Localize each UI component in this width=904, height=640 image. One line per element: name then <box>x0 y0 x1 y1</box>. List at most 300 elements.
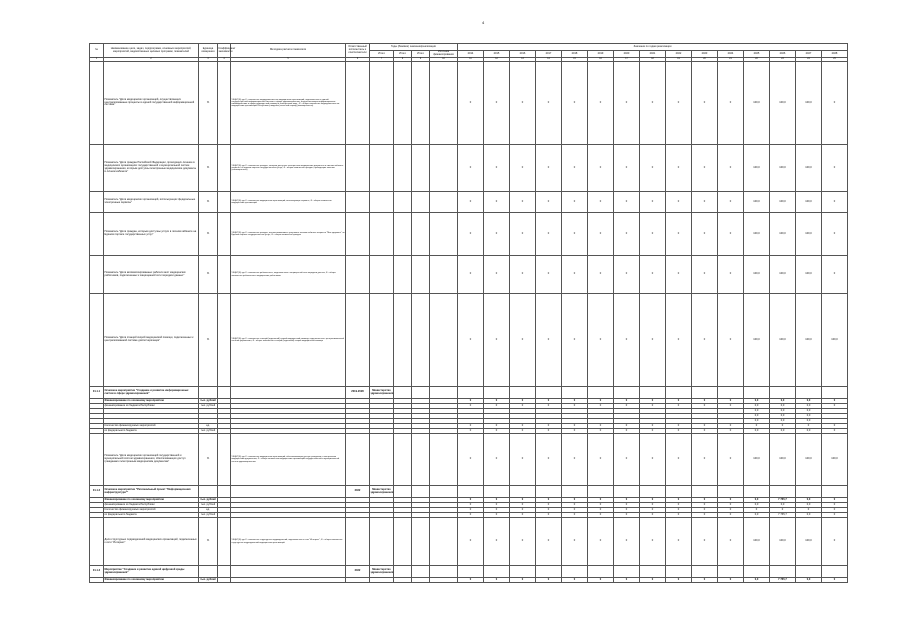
year-value: 0 <box>562 294 588 387</box>
year-value: 0 <box>614 192 640 213</box>
indicator-row <box>90 192 848 213</box>
fin-year-value: 0 <box>458 424 484 429</box>
header-year: 2022 <box>666 51 692 58</box>
section-period: 2019-2028 <box>346 387 370 399</box>
fin-year-value: 0 <box>588 399 614 404</box>
indicator-method: УКЦЕТ(Ф) где К - количество граждан, которым доступны электронные медицинские документы в личном кабинете пациента на едином портале государственных услуг; Ф - общее количество граждан, проходящих лечение (ежеквартально) <box>231 145 346 192</box>
fin-year-value: 0,0 <box>744 498 770 503</box>
fin-year-value: 0,0 <box>796 513 822 518</box>
indicator-total <box>394 294 412 387</box>
year-value: 0 <box>510 434 536 486</box>
year-value: 0 <box>484 434 510 486</box>
header-total: Итого <box>370 51 394 58</box>
section-period: 2022 <box>346 566 370 578</box>
indicator-base <box>370 145 394 192</box>
year-value: 0 <box>718 213 744 256</box>
year-value: 0 <box>536 213 562 256</box>
header-total-2: Итого <box>394 51 412 58</box>
fin-year-value: 0 <box>562 503 588 508</box>
section-year <box>536 486 562 498</box>
fin-year-value: 0 <box>562 429 588 434</box>
year-value: 0 <box>718 256 744 294</box>
section-year <box>536 387 562 399</box>
year-value: 100,0 <box>744 518 770 566</box>
year-value: 0 <box>510 192 536 213</box>
fin-year-value: 0 <box>718 503 744 508</box>
fin-year-value: 0 <box>536 498 562 503</box>
index-cell: 12 <box>484 58 510 62</box>
year-value: 0 <box>666 192 692 213</box>
indicator-base <box>370 294 394 387</box>
indicator-empty <box>412 434 430 486</box>
section-year <box>770 387 796 399</box>
fin-name: из федерального бюджета <box>104 429 199 434</box>
fin-year-value: 0 <box>458 498 484 503</box>
fin-name: Количество финансируемых мероприятий <box>104 424 199 429</box>
indicator-empty <box>430 434 458 486</box>
section-weight <box>218 566 231 578</box>
fin-year-value: 0 <box>536 513 562 518</box>
fin-year-value: 0 <box>614 503 640 508</box>
year-value: 0 <box>692 518 718 566</box>
index-cell: 3 <box>199 58 218 62</box>
year-value: 0 <box>588 213 614 256</box>
fin-year-value: 0 <box>640 404 666 409</box>
fin-year-value: 0,0 <box>770 429 796 434</box>
index-cell: 4 <box>218 58 231 62</box>
section-year <box>692 387 718 399</box>
index-cell: 11 <box>458 58 484 62</box>
year-value: 0 <box>614 434 640 486</box>
section-exec: Министерство здравоохранения <box>370 387 394 399</box>
section-year <box>666 387 692 399</box>
year-value: 0 <box>822 518 848 566</box>
year-value: 0 <box>588 62 614 145</box>
fin-empty <box>370 578 394 583</box>
fin-year-value: 0 <box>562 424 588 429</box>
header-year: 2028 <box>822 51 848 58</box>
section-year <box>666 486 692 498</box>
fin-year-value: 0 <box>614 399 640 404</box>
year-value: 100,0 <box>744 213 770 256</box>
row-num <box>90 518 104 566</box>
indicator-total <box>394 192 412 213</box>
header-year: 2024 <box>718 51 744 58</box>
fin-year-value: 0 <box>458 404 484 409</box>
fin-year-value: 0,0 <box>744 419 770 424</box>
year-value: 100,0 <box>770 145 796 192</box>
year-value: 100,0 <box>796 62 822 145</box>
fin-year-value: 0 <box>822 578 848 583</box>
fin-year-value: 0 <box>536 578 562 583</box>
fin-year-value: 0,0 <box>796 429 822 434</box>
section-row <box>90 566 848 578</box>
section-year <box>562 486 588 498</box>
indicator-unit: % <box>199 213 218 256</box>
section-year <box>484 387 510 399</box>
year-value: 100,0 <box>744 256 770 294</box>
year-value: 0 <box>458 434 484 486</box>
page-number: 4 <box>482 20 485 25</box>
indicator-method: УКЦЕТ(Ф) где К - количество рабочих мест, подключенных к защищенной сети передачи данных, Ф - общее количество рабочих мест медицинских работников <box>231 256 346 294</box>
fin-year-value: 0 <box>458 399 484 404</box>
indicator-name: Доля структурных подразделений медицинских организаций, подключенных к сети "Интернет" <box>104 518 199 566</box>
year-value: 0 <box>718 518 744 566</box>
fin-year-value: 0 <box>692 399 718 404</box>
indicator-source <box>430 62 458 145</box>
indicator-total-2 <box>412 256 430 294</box>
fin-year-value: 0 <box>484 508 510 513</box>
fin-year-value: 0 <box>562 498 588 503</box>
fin-year-value: 0 <box>536 404 562 409</box>
section-period: 2022 <box>346 486 370 498</box>
section-num: 01.1.3 <box>90 566 104 578</box>
fin-num <box>90 578 104 583</box>
fin-unit: тыс. рублей <box>200 398 216 402</box>
header-year: 2026 <box>770 51 796 58</box>
indicator-exec <box>346 294 370 387</box>
fin-year-value: 0 <box>770 508 796 513</box>
indicator-base <box>370 62 394 145</box>
fin-year-value: 0 <box>510 498 536 503</box>
fin-year-value: 0 <box>666 429 692 434</box>
section-method <box>231 486 346 498</box>
fin-year-value: 0,0 <box>744 409 770 414</box>
indicator-base <box>370 192 394 213</box>
fin-year-value: 7 765,7 <box>770 513 796 518</box>
index-cell: 25 <box>822 58 848 62</box>
header-year: 2025 <box>744 51 770 58</box>
year-value: 100,0 <box>796 192 822 213</box>
header-year: 2016 <box>510 51 536 58</box>
indicator-unit: % <box>199 294 218 387</box>
fin-year-value: 0 <box>510 508 536 513</box>
year-value: 0 <box>614 518 640 566</box>
year-value: 0 <box>666 256 692 294</box>
fin-empty <box>231 578 346 583</box>
section-empty <box>412 566 430 578</box>
indicator-name: Показатель "Доля граждан, которым доступны услуги в личном кабинете на Едином портале государственных услуг" <box>104 213 199 256</box>
year-value: 0 <box>640 294 666 387</box>
fin-year-value: 0 <box>536 424 562 429</box>
fin-year-value: 0 <box>562 404 588 409</box>
year-value: 100,0 <box>744 434 770 486</box>
fin-year-value: 0 <box>510 424 536 429</box>
indicator-weight <box>218 434 231 486</box>
header-year: 2015 <box>484 51 510 58</box>
index-cell: 8 <box>394 58 412 62</box>
year-value: 0 <box>822 62 848 145</box>
indicator-method: УКЦЕТ(Ф) где К - количество подведомственных медицинских организаций, подключенных к единой государственной информационной системе в сфере здравоохранения, осуществляющих информационное взаимодействие в сфере медицинской помощи в электронном виде ; Ф - общее количество подведомственных медицинских организаций Республики (сведения) отчетный период (ежеквартально) <box>231 62 346 145</box>
fin-year-value: 0 <box>640 513 666 518</box>
fin-year-value: 0 <box>822 424 848 429</box>
fin-empty <box>412 578 430 583</box>
section-empty <box>394 566 412 578</box>
fin-year-value: 0 <box>458 513 484 518</box>
header-source: Источник финансирования <box>430 51 458 58</box>
row-num <box>90 256 104 294</box>
header-name: Наименование цели, задач, подпрограмм, основных мероприятий, мероприятий, ведомственных целевых программ, показателей <box>104 44 199 58</box>
fin-year-value: 0 <box>718 498 744 503</box>
row-num <box>90 62 104 145</box>
year-value: 100,0 <box>770 256 796 294</box>
row-num <box>90 213 104 256</box>
year-value: 0 <box>588 256 614 294</box>
fin-year-value: 0 <box>484 424 510 429</box>
indicator-unit: % <box>199 434 218 486</box>
fin-year-value: 0 <box>484 578 510 583</box>
indicator-unit: % <box>199 62 218 145</box>
fin-unit: тыс. рублей <box>199 503 218 508</box>
year-value: 0 <box>484 62 510 145</box>
year-value: 0 <box>692 145 718 192</box>
year-value: 0 <box>640 518 666 566</box>
fin-unit: тыс. рублей <box>199 429 218 434</box>
indicator-empty <box>346 434 370 486</box>
fin-year-value: 0,0 <box>744 414 770 419</box>
section-row <box>90 387 848 399</box>
fin-name: Финансирование по основному мероприятию <box>104 498 199 503</box>
indicator-total <box>394 256 412 294</box>
fin-year-value: 0 <box>666 513 692 518</box>
fin-empty <box>218 578 231 583</box>
indicator-empty <box>370 434 394 486</box>
fin-year-value: 0,0 <box>796 498 822 503</box>
section-num: 01.1.2 <box>90 486 104 498</box>
year-value: 0 <box>510 213 536 256</box>
year-value: 0 <box>614 256 640 294</box>
year-value: 0 <box>640 213 666 256</box>
section-year <box>822 486 848 498</box>
index-cell: 19 <box>666 58 692 62</box>
indicator-total-2 <box>412 192 430 213</box>
indicator-unit: % <box>199 518 218 566</box>
indicator-row <box>90 518 848 566</box>
year-value: 0 <box>718 62 744 145</box>
fin-year-value: 0 <box>666 424 692 429</box>
year-value: 100,0 <box>796 145 822 192</box>
year-value: 0 <box>588 518 614 566</box>
section-year <box>510 387 536 399</box>
indicator-method: УКЦЕТ(Ф) где К - количество медицинских организаций, использующих сервисы, Ф - общее количество медицинских организаций <box>231 192 346 213</box>
table-header <box>90 44 848 58</box>
year-value: 0 <box>666 62 692 145</box>
row-num <box>90 192 104 213</box>
fin-year-value: 0 <box>692 503 718 508</box>
fin-year-value: 0 <box>588 404 614 409</box>
year-value: 0 <box>510 256 536 294</box>
year-value: 100,0 <box>770 294 796 387</box>
section-method <box>231 387 346 399</box>
index-cell: 1 <box>90 58 104 62</box>
indicator-total-2 <box>412 145 430 192</box>
section-empty <box>394 387 412 399</box>
indicator-weight <box>218 62 231 145</box>
indicator-name: Показатель "Доля станций скорой медицинской помощи, подключенных к централизованной системе диспетчеризации" <box>104 294 199 387</box>
table-body <box>90 58 848 583</box>
indicator-row <box>90 294 848 387</box>
indicator-method: УКЦЕТ(Ф) где К - количество медицинских организаций, обеспечивающих доступ гражданам к электронным медицинским документам, Ф - общее количество медицинских организаций государственной и муниципальной систем здравоохранения <box>231 434 346 486</box>
section-year <box>562 387 588 399</box>
index-cell: 13 <box>510 58 536 62</box>
header-year: 2027 <box>796 51 822 58</box>
year-value: 0 <box>588 294 614 387</box>
fin-year-value: 0,0 <box>770 399 796 404</box>
header-year: 2020 <box>614 51 640 58</box>
indicator-name: Показатель "Доля медицинских организаций государственной и муниципальной систем здравоохранения, обеспечивающих доступ гражданам к электронным медицинским документам" <box>104 434 199 486</box>
fin-empty <box>394 578 412 583</box>
year-value: 0 <box>718 294 744 387</box>
year-value: 100,0 <box>770 434 796 486</box>
year-value: 0 <box>640 192 666 213</box>
year-value: 0 <box>692 213 718 256</box>
section-year <box>770 486 796 498</box>
fin-year-value: 0 <box>640 508 666 513</box>
fin-name: Количество финансируемых мероприятий <box>104 508 199 513</box>
indicator-total <box>394 213 412 256</box>
year-value: 100,0 <box>744 62 770 145</box>
index-cell: 17 <box>614 58 640 62</box>
fin-year-value: 0,0 <box>770 409 796 414</box>
year-value: 0 <box>458 62 484 145</box>
year-value: 100,0 <box>796 294 822 387</box>
section-year <box>744 486 770 498</box>
section-year <box>718 566 744 578</box>
section-year <box>640 486 666 498</box>
indicator-source <box>430 294 458 387</box>
fin-year-value: 0 <box>692 424 718 429</box>
fin-year-value: 0 <box>692 498 718 503</box>
fin-year-value: 0 <box>588 424 614 429</box>
fin-year-value: 0 <box>744 508 770 513</box>
indicator-name: Показатель "Доля граждан Российской Федерации, проходящих лечение в медицинских организациях государственной и муниципальной систем здравоохранения, которым доступны электронные медицинские документы в личном кабинете" <box>104 145 199 192</box>
year-value: 0 <box>536 62 562 145</box>
section-empty <box>412 486 430 498</box>
fin-year-value: 0,0 <box>796 503 822 508</box>
year-value: 100,0 <box>770 213 796 256</box>
fin-year-value: 0 <box>484 513 510 518</box>
year-value: 0 <box>536 145 562 192</box>
year-value: 0 <box>562 434 588 486</box>
indicator-empty <box>394 434 412 486</box>
finance-row <box>90 578 848 583</box>
section-unit <box>199 566 218 578</box>
year-value: 0 <box>666 145 692 192</box>
indicator-empty <box>346 518 370 566</box>
fin-year-value: 0 <box>536 503 562 508</box>
fin-year-value: 0 <box>640 399 666 404</box>
year-value: 0 <box>536 192 562 213</box>
fin-year-value: 0 <box>614 424 640 429</box>
indicator-exec <box>346 256 370 294</box>
index-cell: 21 <box>718 58 744 62</box>
fin-unit: ед. <box>199 508 218 513</box>
fin-year-value: 0 <box>614 404 640 409</box>
fin-name: финансирование из бюджета Республики <box>104 404 199 409</box>
section-empty <box>412 387 430 399</box>
index-cell: 14 <box>536 58 562 62</box>
indicator-row <box>90 62 848 145</box>
indicator-source <box>430 256 458 294</box>
fin-year-value: 0 <box>458 429 484 434</box>
indicator-weight <box>218 518 231 566</box>
index-cell: 6 <box>346 58 370 62</box>
year-value: 0 <box>536 294 562 387</box>
fin-empty <box>346 578 370 583</box>
year-value: 0 <box>692 294 718 387</box>
index-cell: 5 <box>231 58 346 62</box>
index-cell: 20 <box>692 58 718 62</box>
fin-name: Финансирование по основному мероприятию <box>104 578 199 583</box>
indicator-method: УКЦЕТ(Ф) где К - количество станций (отделений) скорой медицинской помощи, подключенных к централизованной системе управления, Ф - общее количество станций (отделений) скорой медицинской помощи <box>231 294 346 387</box>
section-year <box>822 566 848 578</box>
year-value: 0 <box>822 213 848 256</box>
fin-year-value: 0 <box>458 578 484 583</box>
year-value: 0 <box>640 256 666 294</box>
year-value: 0 <box>484 192 510 213</box>
fin-unit: тыс. рублей <box>199 513 218 518</box>
year-value: 0 <box>484 145 510 192</box>
fin-year-value: 0 <box>718 508 744 513</box>
section-year <box>614 486 640 498</box>
indicator-weight <box>218 213 231 256</box>
fin-year-value: 7 765,7 <box>770 578 796 583</box>
index-cell: 16 <box>588 58 614 62</box>
fin-year-value: 0,0 <box>796 414 822 419</box>
year-value: 0 <box>640 434 666 486</box>
fin-year-value: 0 <box>822 508 848 513</box>
fin-year-value: 0 <box>458 508 484 513</box>
section-row <box>90 486 848 498</box>
fin-year-value: 0 <box>822 513 848 518</box>
year-value: 0 <box>458 518 484 566</box>
fin-year-value: 0 <box>666 404 692 409</box>
indicator-weight <box>218 192 231 213</box>
section-year <box>614 387 640 399</box>
section-year <box>718 486 744 498</box>
indicator-source <box>430 192 458 213</box>
year-value: 0 <box>458 192 484 213</box>
year-value: 100,0 <box>796 256 822 294</box>
section-year <box>744 566 770 578</box>
fin-year-value: 0 <box>614 498 640 503</box>
section-year <box>484 566 510 578</box>
indicator-row <box>90 145 848 192</box>
section-year <box>614 566 640 578</box>
section-year <box>822 387 848 399</box>
fin-year-value: 0 <box>510 404 536 409</box>
header-exec: Ответственный исполнитель и соисполнители <box>346 44 370 58</box>
fin-year-value: 0,0 <box>744 429 770 434</box>
year-value: 0 <box>484 518 510 566</box>
fin-year-value: 0 <box>562 399 588 404</box>
fin-year-value: 0 <box>588 429 614 434</box>
year-value: 0 <box>588 434 614 486</box>
indicator-method: УКЦЕТ(Ф) где К - количество граждан, воспользовавшихся услугами в личном кабинете пациента "Мое здоровье" на Едином портале государственных услуг; Ф - общее количество граждан <box>231 213 346 256</box>
year-value: 0 <box>510 62 536 145</box>
year-value: 0 <box>588 145 614 192</box>
fin-year-value: 0 <box>822 404 848 409</box>
indicator-empty <box>430 518 458 566</box>
index-cell: 23 <box>770 58 796 62</box>
year-value: 0 <box>562 192 588 213</box>
indicator-unit: % <box>199 145 218 192</box>
fin-year-value: 0 <box>692 578 718 583</box>
fin-year-value: 0,0 <box>744 578 770 583</box>
year-value: 0 <box>458 256 484 294</box>
fin-year-value: 0,0 <box>770 419 796 424</box>
fin-year-value: 0 <box>640 429 666 434</box>
